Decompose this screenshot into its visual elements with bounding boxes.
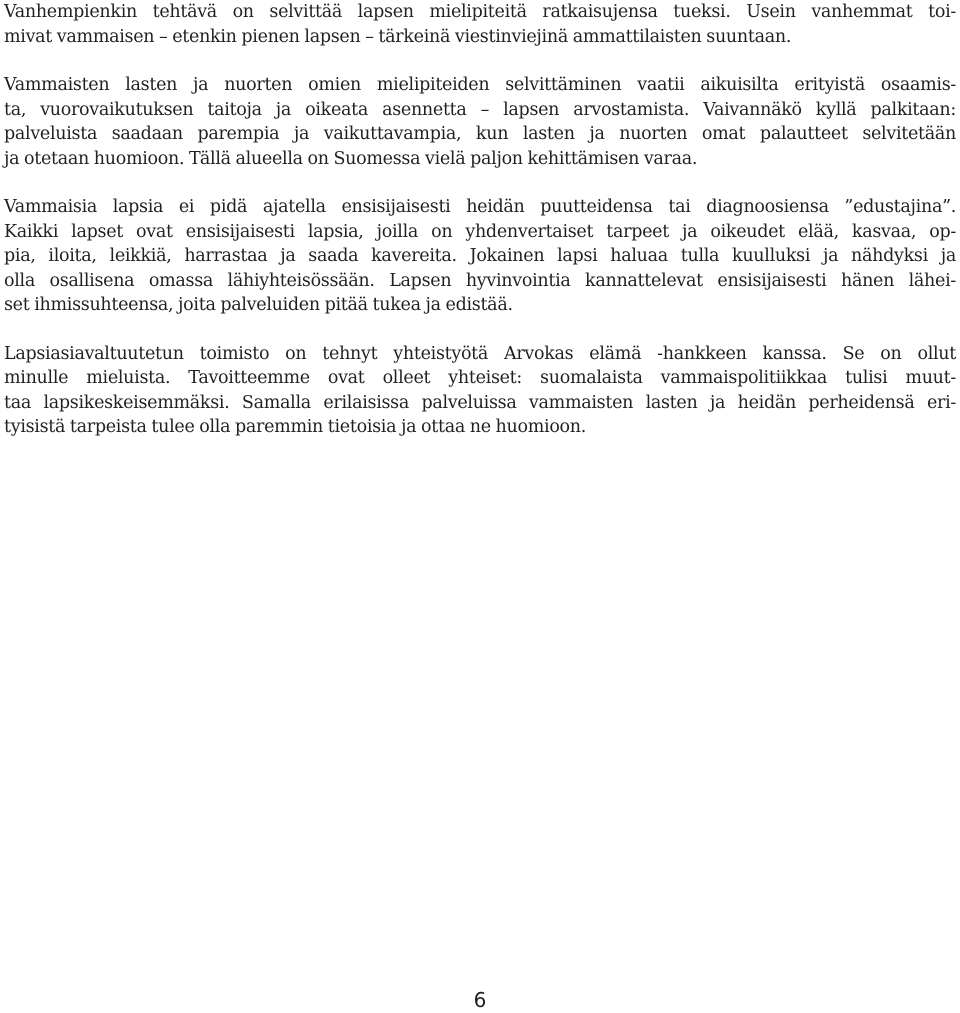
paragraph-1 — [4, 0, 956, 49]
body-text — [4, 0, 956, 440]
paragraph-line: olla osallisena omassa lähiyhteisössään. Lapsen hyvinvointia kannattelevat ensisijaisesti hänen lähei- — [4, 270, 956, 291]
paragraph-line: ja otetaan huomioon. Tällä alueella on Suomessa vielä paljon kehittämisen varaa. — [4, 148, 698, 169]
paragraph-gap — [4, 318, 956, 342]
paragraph-line: ta, vuorovaikutuksen taitoja ja oikeata asennetta – lapsen arvostamista. Vaivannäkö kyllä palkitaan: — [4, 99, 956, 120]
paragraph-gap — [4, 171, 956, 195]
paragraph-line: tyisistä tarpeista tulee olla paremmin tietoisia ja ottaa ne huomioon. — [4, 417, 587, 437]
paragraph-line: set ihmissuhteensa, joita palveluiden pitää tukea ja edistää. — [4, 295, 513, 315]
paragraph-4 — [4, 342, 956, 440]
paragraph-line: Vammaisten lasten ja nuorten omien mielipiteiden selvittäminen vaatii aikuisilta erityistä osaamis- — [4, 75, 956, 95]
paragraph-line: Kaikki lapset ovat ensisijaisesti lapsia, joilla on yhdenvertaiset tarpeet ja oikeudet elää, kasvaa, op- — [4, 221, 956, 242]
paragraph-gap — [4, 49, 956, 73]
paragraph-3 — [4, 195, 956, 318]
paragraph-line: minulle mieluista. Tavoitteemme ovat olleet yhteiset: suomalaista vammaispolitiikkaa tulisi muut- — [4, 368, 956, 388]
page-number: 6 — [473, 988, 487, 1012]
paragraph-line: mivat vammaisen – etenkin pienen lapsen – tärkeinä viestinviejinä ammattilaisten suuntaan. — [4, 26, 792, 47]
paragraph-line: Vammaisia lapsia ei pidä ajatella ensisijaisesti heidän puutteidensa tai diagnoosiensa ”edustajina”. — [4, 197, 956, 217]
paragraph-line: Vanhempienkin tehtävä on selvittää lapsen mielipiteitä ratkaisujensa tueksi. Usein vanhemmat toi- — [4, 2, 956, 22]
paragraph-2 — [4, 73, 956, 171]
paragraph-line: taa lapsikeskeisemmäksi. Samalla erilaisissa palveluissa vammaisten lasten ja heidän perheidensä eri- — [4, 392, 956, 413]
paragraph-line: palveluista saadaan parempia ja vaikuttavampia, kun lasten ja nuorten omat palautteet selvitetään — [4, 124, 956, 144]
paragraph-line: Lapsiasiavaltuutetun toimisto on tehnyt yhteistyötä Arvokas elämä -hankkeen kanssa. Se on ollut — [4, 343, 956, 364]
paragraph-line: pia, iloita, leikkiä, harrastaa ja saada kavereita. Jokainen lapsi haluaa tulla kuulluksi ja nähdyksi ja — [4, 246, 956, 266]
